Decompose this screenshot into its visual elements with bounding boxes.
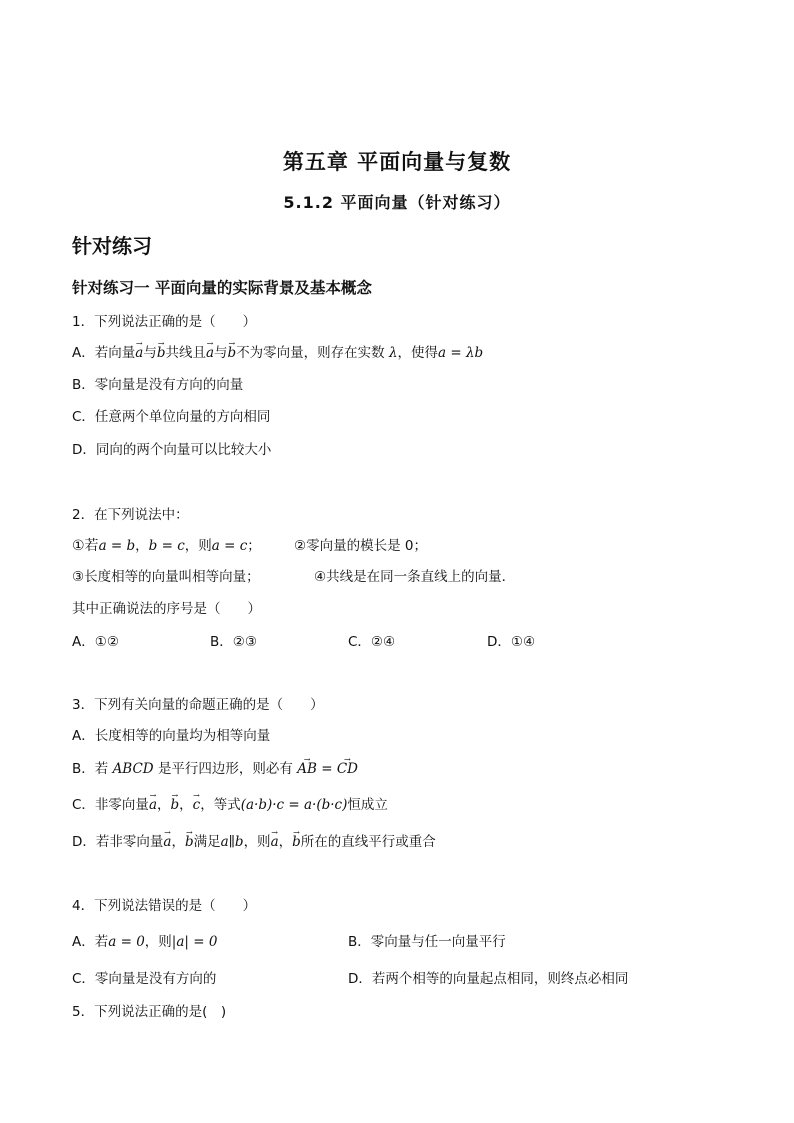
equation-a-parallel-b: a∥b: [220, 834, 244, 850]
vector-b: → b: [157, 343, 166, 363]
q2-stem: 2．在下列说法中：: [72, 507, 189, 523]
vector-a: → a: [163, 832, 171, 852]
equation-b-eq-c: b = c: [148, 538, 185, 554]
q4-option-a: [72, 932, 217, 952]
q4-a-text: ，则: [144, 934, 172, 950]
equation-a-lambda-b: a = λb: [438, 345, 484, 361]
q2-s1-text: ；: [247, 538, 261, 554]
q1-stem: 1．下列说法正确的是（ ）: [72, 314, 257, 330]
q3-option-a: A．长度相等的向量均为相等向量: [72, 728, 271, 744]
q2-option-b: B．②③: [210, 634, 257, 650]
vector-a: → a: [149, 795, 157, 815]
q1-option-d: D．同向的两个向量可以比较大小: [72, 442, 272, 458]
section-title: 5.1.2 平面向量（针对练习）: [283, 193, 511, 212]
quad-abcd: ABCD: [112, 761, 154, 777]
q3-option-c: [72, 795, 388, 815]
q1-a-text: 共线且: [165, 345, 206, 361]
q3-c-text: ，: [179, 797, 193, 813]
q4-option-b: B．零向量与任一向量平行: [348, 934, 506, 950]
q2-s1-text: ，则: [184, 538, 212, 554]
vector-b: → b: [185, 832, 194, 852]
heading-practice-one: 针对练习一 平面向量的实际背景及基本概念: [72, 279, 372, 297]
q3-d-text: ，: [278, 834, 293, 850]
q2-option-c: C．②④: [348, 634, 396, 650]
vector-a: → a: [271, 832, 279, 852]
q4-a-text: A．若: [72, 934, 109, 950]
q3-c-text: 恒成立: [347, 797, 388, 813]
vector-a: → a: [206, 343, 214, 363]
q2-s1-text: ，: [135, 538, 149, 554]
heading-practice: 针对练习: [72, 234, 152, 258]
q2-statement-4: ④共线是在同一条直线上的向量．: [314, 569, 516, 585]
equation-abs-a-eq-zero: |a| = 0: [171, 934, 218, 950]
q3-d-text: 所在的直线平行或重合: [300, 834, 436, 850]
q3-c-text: ，: [157, 797, 171, 813]
equation-a-eq-b: a = b: [98, 538, 136, 554]
q3-b-text: B．若: [72, 761, 109, 777]
q4-option-d: D．若两个相等的向量起点相同，则终点必相同: [348, 971, 629, 987]
equation-a-eq-zero: a = 0: [108, 934, 145, 950]
q1-option-a: [72, 343, 483, 363]
vector-ab: → AB: [297, 759, 317, 779]
q2-option-d: D．①④: [487, 634, 536, 650]
q1-option-c: C．任意两个单位向量的方向相同: [72, 409, 271, 425]
vector-b: → b: [292, 832, 301, 852]
equation-a-eq-c: a = c: [211, 538, 248, 554]
q3-c-text: C．非零向量: [72, 797, 149, 813]
q3-d-text: ，则: [243, 834, 271, 850]
vector-b: → b: [228, 343, 237, 363]
vector-a: → a: [135, 343, 143, 363]
q1-option-b: B．零向量是没有方向的向量: [72, 377, 244, 393]
q2-ask: 其中正确说法的序号是（ ）: [72, 601, 261, 617]
equals-sign: =: [316, 761, 337, 777]
q3-b-text: 是平行四边形，则必有: [157, 761, 293, 777]
q5-stem: 5．下列说法正确的是( ): [72, 1004, 227, 1020]
q3-d-text: D．若非零向量: [72, 834, 164, 850]
q3-option-d: [72, 832, 436, 852]
q2-statement-1: [72, 536, 261, 556]
q4-stem: 4．下列说法错误的是（ ）: [72, 898, 257, 914]
chapter-title: 第五章 平面向量与复数: [282, 150, 512, 174]
q2-statement-2: ②零向量的模长是 0；: [294, 538, 427, 554]
q4-option-c: C．零向量是没有方向的: [72, 971, 217, 987]
q2-s1-text: ①若: [72, 538, 99, 554]
q3-stem: 3．下列有关向量的命题正确的是（ ）: [72, 697, 324, 713]
vector-cd: → CD: [337, 759, 358, 779]
q2-statement-3: ③长度相等的向量叫相等向量；: [72, 569, 260, 585]
equation-associative: (a·b)·c = a·(b·c): [240, 797, 348, 813]
q1-a-text: 不为零向量，则存在实数: [236, 345, 385, 361]
q3-d-text: ，: [171, 834, 185, 850]
q1-a-text: 与: [214, 345, 228, 361]
lambda-symbol: λ: [388, 345, 398, 361]
q1-a-text: ，使得: [397, 345, 439, 361]
q3-option-b: [72, 759, 358, 779]
q2-option-a: A．①②: [72, 634, 119, 650]
q1-a-text: A．若向量: [72, 345, 136, 361]
q3-c-text: ，等式: [200, 797, 241, 813]
q3-d-text: 满足: [193, 834, 221, 850]
vector-c: → c: [193, 795, 201, 815]
vector-b: → b: [171, 795, 180, 815]
q1-a-text: 与: [143, 345, 157, 361]
